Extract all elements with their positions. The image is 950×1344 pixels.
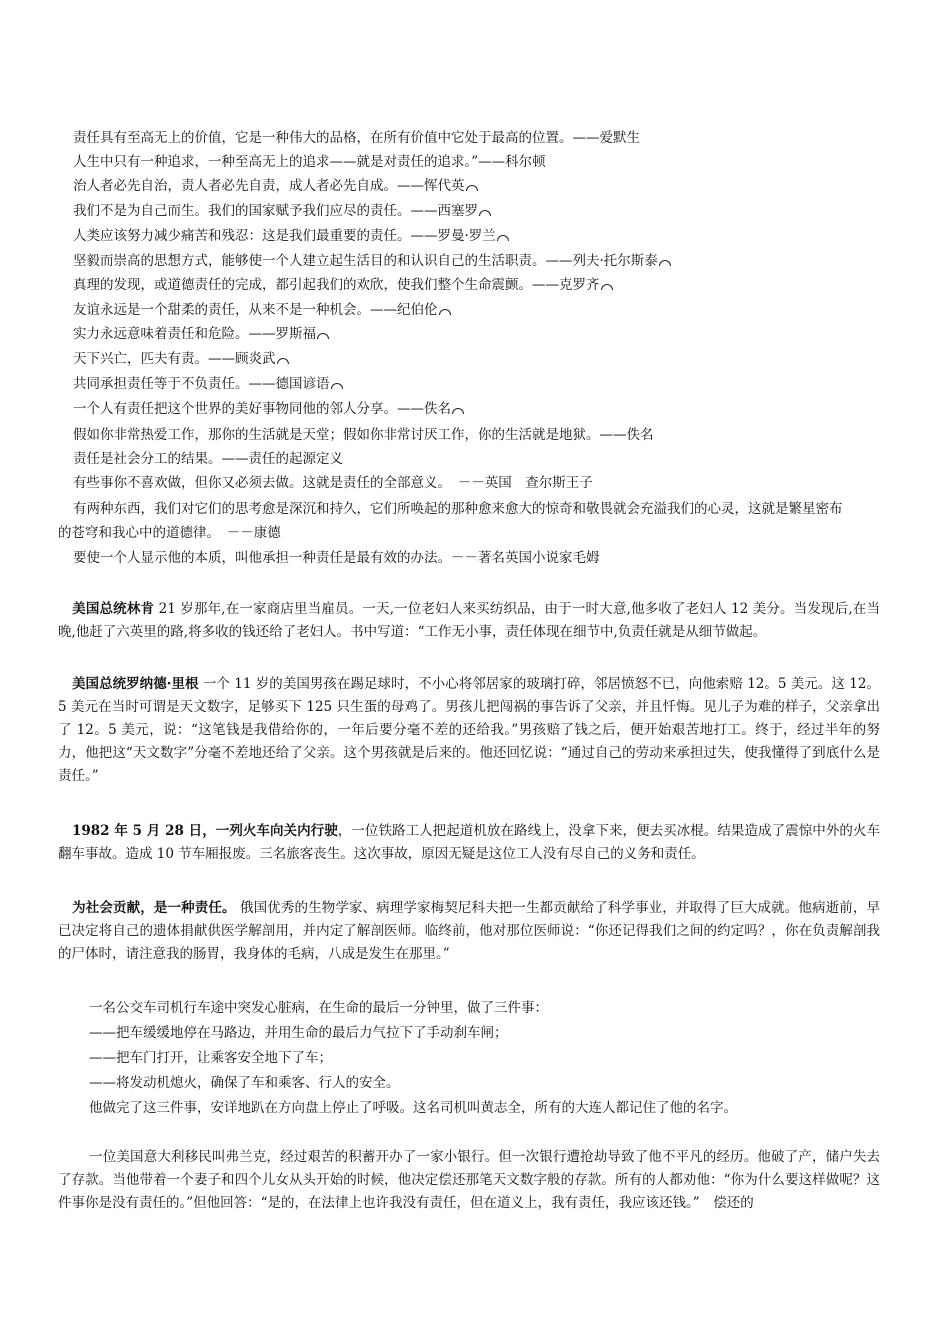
quote-line: 坚毅而崇高的思想方式，能够使一个人建立起生活目的和认识自己的生活职责。——列夫·托尔斯泰 (73, 250, 893, 272)
story-lead: 为社会贡献，是一种责任。 (72, 900, 236, 916)
bus-story-line: 他做完了这三件事，安详地趴在方向盘上停止了呼吸。这名司机叫黄志全，所有的大连人都记住了他的名字。 (89, 1100, 737, 1116)
bus-story-line: 一名公交车司机行车途中突发心脏病，在生命的最后一分钟里，做了三件事： (89, 1000, 548, 1016)
quote-line: 假如你非常热爱工作，那你的生活就是天堂；假如你非常讨厌工作，你的生活就是地狱。——佚名 (73, 427, 654, 443)
story-train (58, 820, 880, 866)
quote-line: 天下兴亡，匹夫有责。——顾炎武 (73, 348, 893, 370)
story-text: 一位美国意大利移民叫弗兰克，经过艰苦的积蓄开办了一家小银行。但一次银行遭抢劫导致了他不平凡的经历。他破了产，储户失去了存款。当他带着一个妻子和四个儿女从头开始的时候，他决定偿还那笔天文数字般的存款。所有的人都劝他：“你为什么要这样做呢？这件事你是没有责任的。”但他回答：“是的，在法律上也许我没有责任，但在道义上，我有责任，我应该还钱。” 偿还的 (58, 1149, 880, 1211)
quote-line: 有些事你不喜欢做，但你又必须去做。这就是责任的全部意义。 －－英国 查尔斯王子 (73, 475, 593, 491)
line-break-mark (331, 383, 343, 389)
quote-line: 的苍穹和我心中的道德律。 －－康德 (58, 525, 281, 541)
quote-line: 责任具有至高无上的价值，它是一种伟大的品格，在所有价值中它处于最高的位置。——爱默生 (73, 130, 640, 146)
story-text: 一个 11 岁的美国男孩在踢足球时，不小心将邻居家的玻璃打碎，邻居愤怒不已，向他索赔 12。5 美元。这 12。5 美元在当时可谓是天文数字，足够买下 125 只生蛋的母鸡了。男孩儿把闯祸的事告诉了父亲，并且忏悔。见儿子为难的样子，父亲拿出了 12。5 美元，说：“这笔钱是我借给你的，一年后要分毫不差的还给我。”男孩赔了钱之后，便开始艰苦地打工。终于，经过半年的努力，他把这“天文数字”分毫不差地还给了父亲。这个男孩就是后来的。他还回忆说：“通过自己的劳动来承担过失，使我懂得了到底什么是责任。” (58, 676, 880, 784)
quote-line: 我们不是为自己而生。我们的国家赋予我们应尽的责任。——西塞罗 (73, 200, 893, 222)
story-reagan (58, 673, 880, 788)
quote-line: 实力永远意味着责任和危险。——罗斯福 (73, 323, 893, 345)
line-break-mark (479, 210, 491, 216)
bus-story-line: ——把车缓缓地停在马路边，并用生命的最后力气拉下了手动刹车闸； (89, 1025, 508, 1041)
quote-line: 要使一个人显示他的本质，叫他承担一种责任是最有效的办法。－－著名英国小说家毛姆 (73, 550, 600, 566)
quote-line: 真理的发现，或道德责任的完成，都引起我们的欢欣，使我们整个生命震颤。——克罗齐 (73, 274, 893, 296)
quote-line: 友谊永远是一个甜柔的责任，从来不是一种机会。——纪伯伦 (73, 299, 893, 321)
bus-story-line: ——把车门打开，让乘客安全地下了车； (89, 1050, 332, 1066)
line-break-mark (439, 309, 451, 315)
quote-line: 一个人有责任把这个世界的美好事物同他的邻人分享。——佚名 (73, 398, 893, 420)
quote-line: 责任是社会分工的结果。——责任的起源定义 (73, 451, 343, 467)
bus-story-line: ——将发动机熄火，确保了车和乘客、行人的安全。 (89, 1075, 400, 1091)
story-frank (58, 1146, 880, 1215)
story-text: 21 岁那年,在一家商店里当雇员。一天,一位老妇人来买纺织品，由于一时大意,他多收了老妇人 12 美分。当发现后,在当晚,他赶了六英里的路,将多收的钱还给了老妇人。书中写道：“工作无小事，责任体现在细节中,负责任就是从细节做起。 (58, 601, 881, 640)
story-lincoln (58, 598, 880, 644)
quote-line: 人类应该努力减少痛苦和残忍：这是我们最重要的责任。——罗曼·罗兰 (73, 225, 893, 247)
story-society (58, 897, 880, 966)
line-break-mark (452, 408, 464, 414)
quote-line: 治人者必先自治，责人者必先自责，成人者必先自成。——恽代英 (73, 175, 893, 197)
line-break-mark (659, 260, 671, 266)
line-break-mark (601, 284, 613, 290)
line-break-mark (466, 185, 478, 191)
story-text: ，一位铁路工人把起道机放在路线上，没拿下来，便去买冰棍。结果造成了震惊中外的火车翻车事故。造成 10 节车厢报废。三名旅客丧生。这次事故，原因无疑是这位工人没有尽自己的义务和责任。 (58, 823, 880, 862)
story-lead: 美国总统林肯 (72, 601, 155, 617)
quote-line: 有两种东西，我们对它们的思考愈是深沉和持久，它们所唤起的那种愈来愈大的惊奇和敬畏就会充溢我们的心灵，这就是繁星密布 (73, 501, 843, 517)
quote-line: 人生中只有一种追求，一种至高无上的追求——就是对责任的追求。”——科尔顿 (73, 154, 546, 170)
story-text: 俄国优秀的生物学家、病理学家梅契尼科夫把一生都贡献给了科学事业，并取得了巨大成就。他病逝前，早已决定将自己的遗体捐献供医学解剖用，并内定了解剖医师。临终前，他对那位医师说：“你还记得我们之间的约定吗？，你在负责解剖我的尸体时，请注意我的肠胃，我身体的毛病，八成是发生在那里。” (58, 900, 880, 962)
line-break-mark (277, 358, 289, 364)
story-lead: 1982 年 5 月 28 日，一列火车向关内行驶 (72, 823, 338, 839)
story-lead: 美国总统罗纳德·里根 (72, 676, 199, 692)
line-break-mark (317, 333, 329, 339)
quote-line: 共同承担责任等于不负责任。——德国谚语 (73, 373, 893, 395)
line-break-mark (497, 235, 509, 241)
